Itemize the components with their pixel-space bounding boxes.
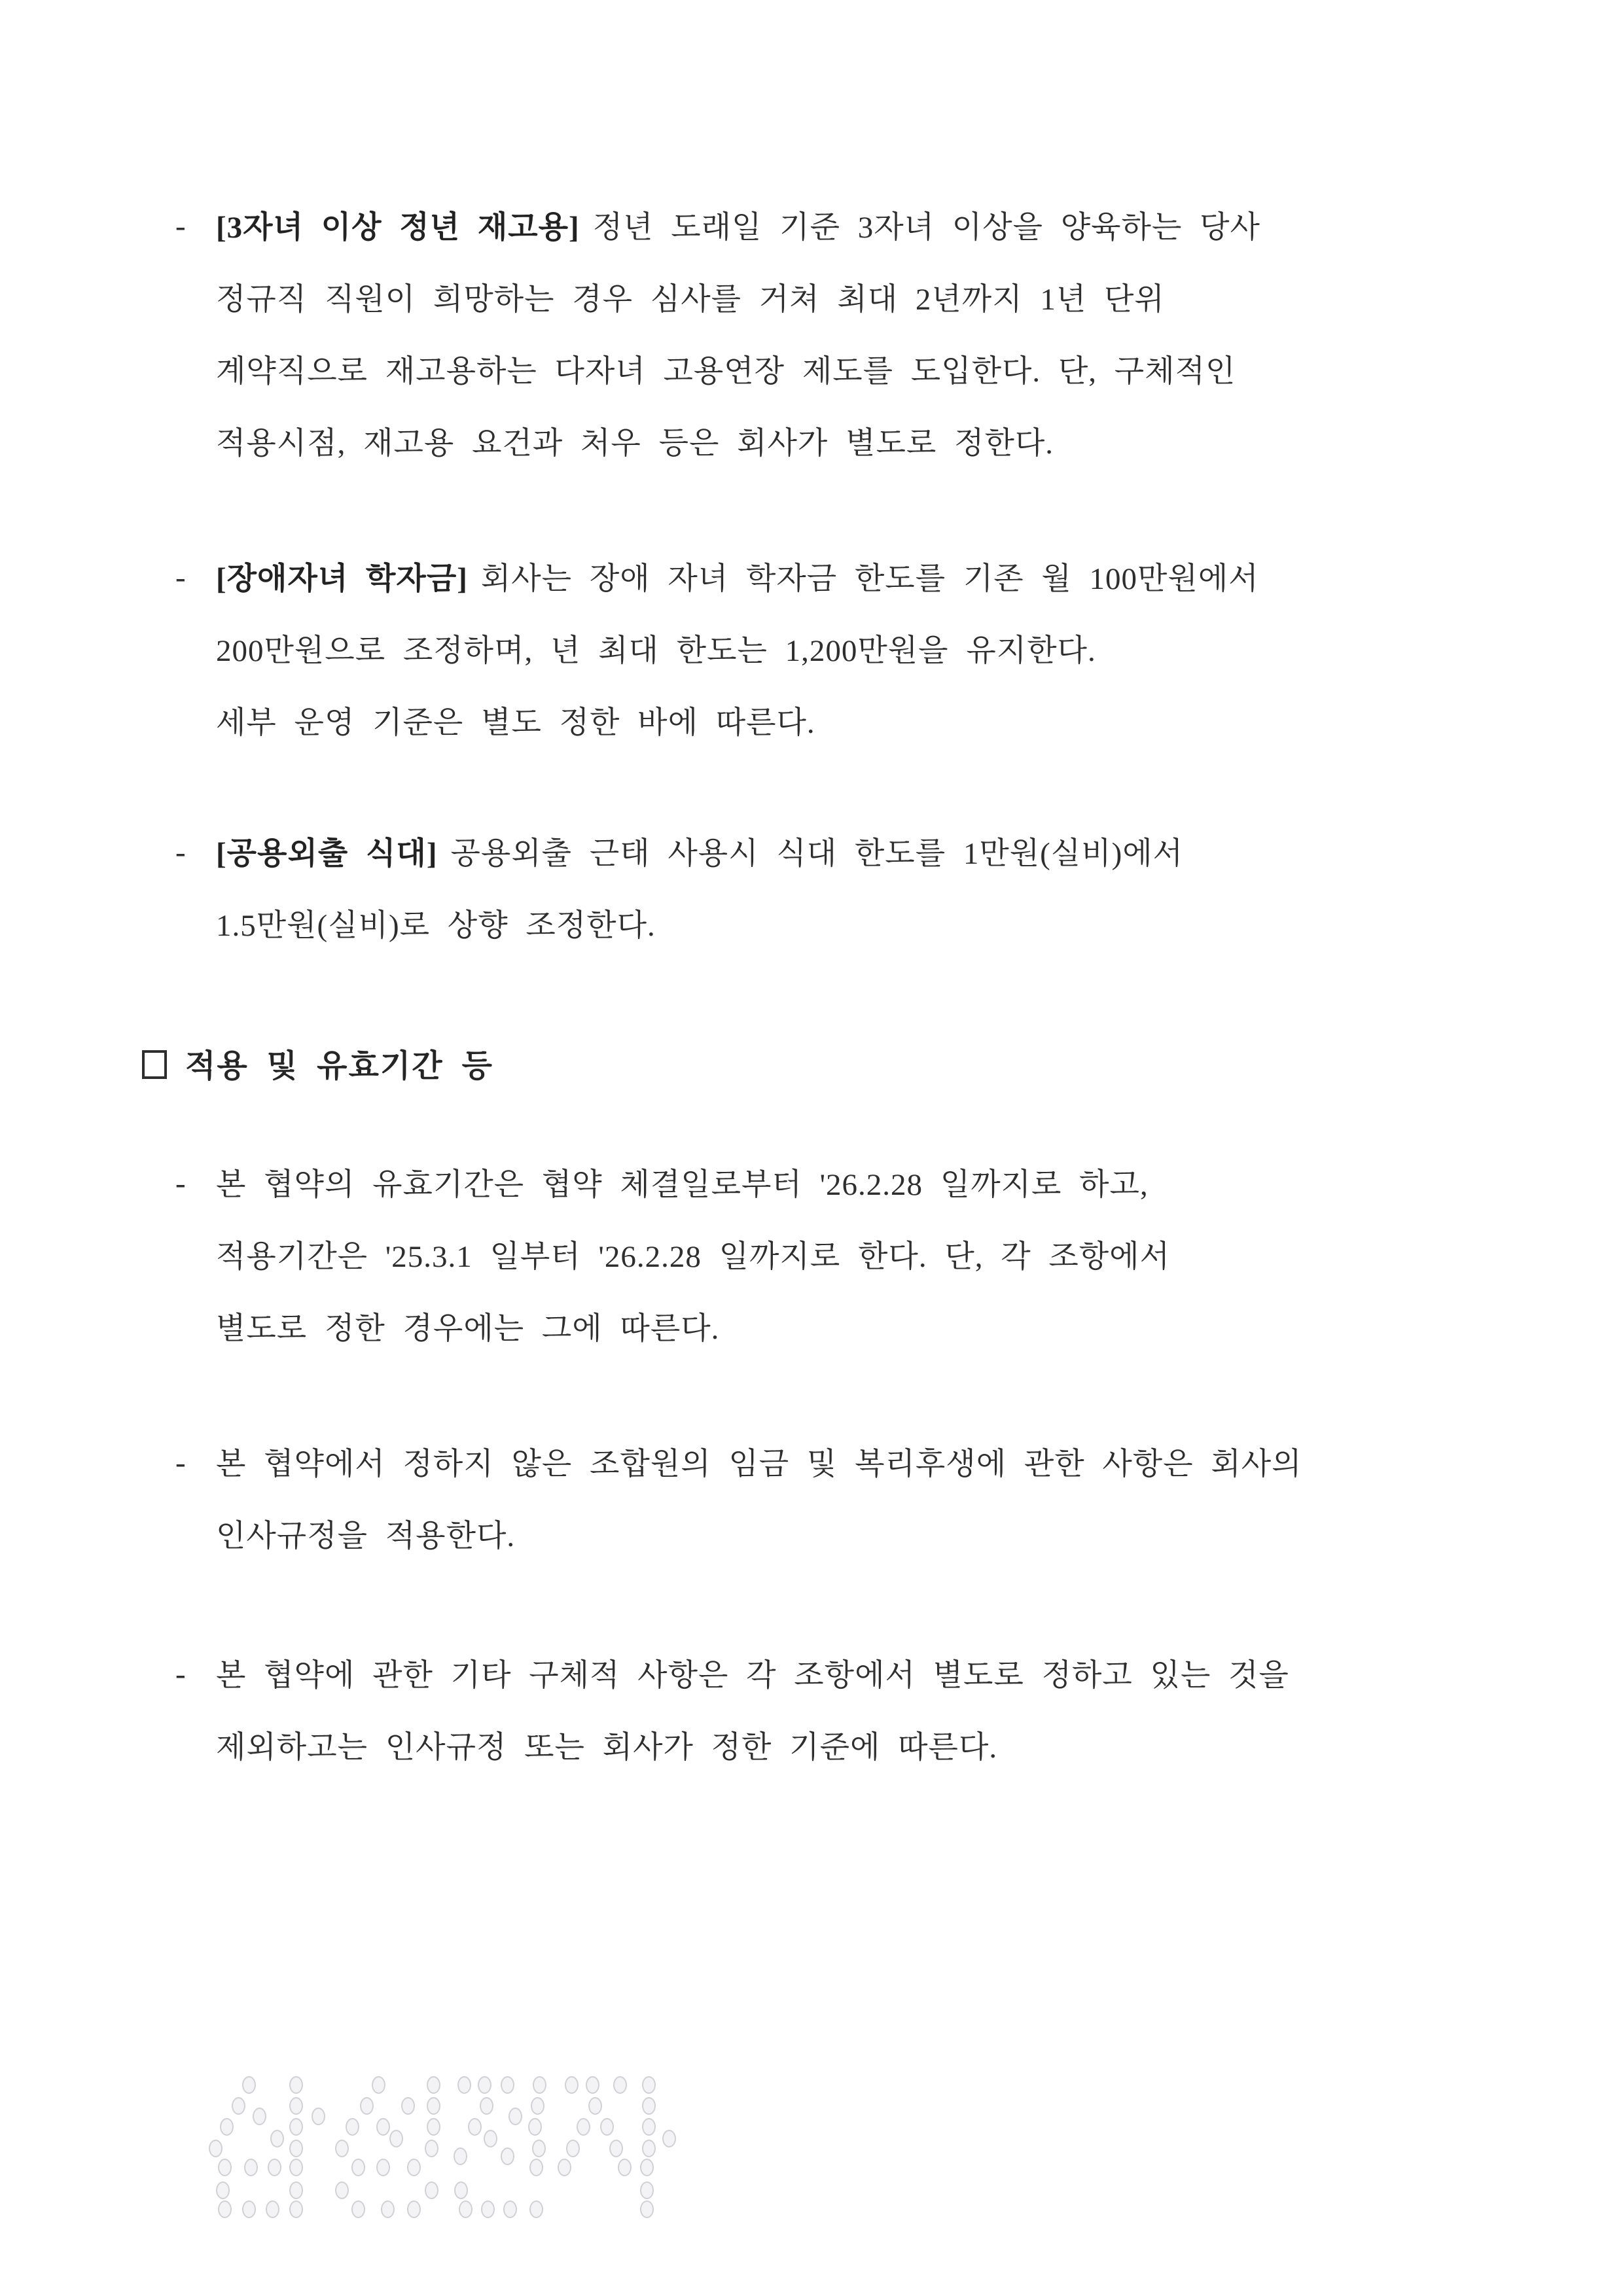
watermark-dot: [209, 2140, 223, 2157]
bullet-text: 공용외출 근태 사용시 식대 한도를 1만원(실비)에서: [450, 837, 1184, 871]
bullet-dash: -: [175, 1167, 187, 1201]
watermark-dot: [425, 2181, 438, 2199]
watermark-dot: [586, 2076, 599, 2094]
watermark-dot: [216, 2181, 230, 2199]
watermark-dot: [480, 2097, 493, 2115]
watermark-dot: [360, 2097, 374, 2115]
text-line: 적용기간은 '25.3.1 일부터 '26.2.28 일까지로 한다. 단, 각 조항에서: [216, 1240, 1170, 1274]
watermark-dot: [335, 2181, 349, 2199]
watermark-dot: [389, 2130, 403, 2147]
bullet-dash: -: [175, 1657, 187, 1691]
watermark-dot: [478, 2076, 491, 2094]
bullet-dash: -: [175, 209, 187, 243]
watermark-dot: [640, 2159, 654, 2176]
watermark-dot: [253, 2108, 266, 2125]
watermark-dot: [640, 2181, 654, 2199]
watermark-dot: [531, 2097, 544, 2115]
watermark-dot: [289, 2200, 303, 2218]
watermark-dot: [529, 2200, 543, 2218]
bullet-text: 정년 도래일 기준 3자녀 이상을 양육하는 당사: [592, 211, 1260, 245]
watermark-dot: [312, 2108, 325, 2125]
watermark-dot: [508, 2108, 522, 2125]
watermark-dot: [468, 2118, 482, 2136]
watermark-dot: [533, 2076, 546, 2094]
watermark-dot: [381, 2200, 395, 2218]
bullet-validity-period: [175, 1149, 1170, 1365]
watermark-dot: [232, 2097, 245, 2115]
watermark-dot: [642, 2140, 656, 2157]
watermark-dot: [642, 2097, 656, 2115]
watermark-dot: [244, 2159, 258, 2176]
watermark-dot: [407, 2200, 421, 2218]
watermark-dot: [565, 2076, 579, 2094]
watermark-dot: [268, 2159, 281, 2176]
bullet-text: 회사는 장애 자녀 학자금 한도를 기존 월 100만원에서: [480, 562, 1259, 596]
text-line: 별도로 정한 경우에는 그에 따른다.: [216, 1312, 720, 1346]
watermark-dot: [484, 2130, 497, 2147]
section-title: 적용 및 유효기간 등: [185, 1049, 493, 1084]
watermark-dot: [501, 2147, 514, 2165]
watermark-dot: [558, 2159, 571, 2176]
watermark-dot: [640, 2200, 654, 2218]
text-line: 본 협약의 유효기간은 협약 체결일로부터 '26.2.28 일까지로 하고,: [216, 1168, 1149, 1202]
text-line: 정규직 직원이 희망하는 경우 심사를 거쳐 최대 2년까지 1년 단위: [216, 283, 1165, 317]
section-header-validity: [142, 1031, 493, 1103]
watermark-dot: [503, 2200, 517, 2218]
section-square-marker: [142, 1050, 167, 1079]
bullet-dash: -: [175, 836, 187, 870]
bullet-multi-child-reemployment: [175, 192, 1260, 480]
watermark-dot: [351, 2159, 365, 2176]
bullet-other-details: [175, 1640, 1289, 1784]
watermark-dot: [662, 2130, 676, 2147]
watermark-dot: [501, 2076, 514, 2094]
watermark-dot: [289, 2118, 303, 2136]
bullet-bold-title: [장애자녀 학자금]: [216, 562, 468, 596]
text-line: [216, 192, 1260, 264]
watermark-dot: [242, 2200, 256, 2218]
watermark-dot: [427, 2118, 440, 2136]
watermark-dot: [401, 2097, 415, 2115]
text-line: 1.5만원(실비)로 상향 조정한다.: [216, 909, 656, 943]
watermark-dot: [457, 2076, 471, 2094]
watermark-dot: [613, 2076, 627, 2094]
watermark-dot: [454, 2147, 467, 2165]
bullet-dash: -: [175, 561, 187, 595]
watermark-dot: [618, 2159, 632, 2176]
watermark-dot: [270, 2130, 284, 2147]
bullet-bold-title: [공용외출 식대]: [216, 837, 438, 871]
watermark-dot: [289, 2159, 303, 2176]
watermark-dot: [266, 2200, 279, 2218]
watermark-dot: [376, 2159, 390, 2176]
watermark-dot: [351, 2200, 365, 2218]
watermark-dot: [459, 2200, 473, 2218]
watermark-dot: [481, 2200, 495, 2218]
text-line: 200만원으로 조정하며, 년 최대 한도는 1,200만원을 유지한다.: [216, 634, 1096, 668]
watermark-dot: [220, 2118, 234, 2136]
watermark-dot: [642, 2118, 656, 2136]
watermark-dot: [609, 2140, 623, 2157]
text-line: 세부 운영 기준은 별도 정한 바에 따른다.: [216, 706, 815, 740]
watermark-dot: [425, 2140, 438, 2157]
watermark-dot: [407, 2159, 421, 2176]
watermark-dot: [588, 2097, 602, 2115]
text-line: 인사규정을 적용한다.: [216, 1519, 516, 1553]
watermark-dot: [346, 2118, 359, 2136]
bullet-unspecified-matters: [175, 1428, 1302, 1572]
bullet-disabled-child-tuition: [175, 543, 1259, 759]
watermark-dot: [335, 2140, 349, 2157]
text-line: 본 협약에서 정하지 않은 조합원의 임금 및 복리후생에 관한 사항은 회사의: [216, 1447, 1302, 1481]
watermark-dot: [289, 2076, 303, 2094]
text-line: 제외하고는 인사규정 또는 회사가 정한 기준에 따른다.: [216, 1731, 998, 1765]
text-line: 본 협약에 관한 기타 구체적 사항은 각 조항에서 별도로 정하고 있는 것을: [216, 1659, 1289, 1693]
watermark-dot: [376, 2118, 390, 2136]
watermark-dot: [289, 2181, 303, 2199]
watermark-dot: [600, 2118, 614, 2136]
text-line: [216, 818, 1183, 890]
watermark-dot: [242, 2076, 256, 2094]
bullet-dash: -: [175, 1446, 187, 1480]
watermark-dot: [529, 2159, 543, 2176]
watermark-dot: [218, 2200, 232, 2218]
watermark-dot: [427, 2076, 440, 2094]
watermark-dot: [566, 2140, 580, 2157]
watermark-dot: [289, 2097, 303, 2115]
watermark-dot: [427, 2097, 440, 2115]
watermark-dot: [289, 2140, 303, 2157]
text-line: [216, 543, 1259, 615]
watermark-dot: [372, 2076, 385, 2094]
watermark-dot: [528, 2118, 542, 2136]
bullet-meal-allowance: [175, 818, 1184, 962]
bullet-bold-title: [3자녀 이상 정년 재고용]: [216, 211, 580, 245]
text-line: 계약직으로 재고용하는 다자녀 고용연장 제도를 도입한다. 단, 구체적인: [216, 355, 1236, 389]
watermark-dot: [532, 2140, 546, 2157]
watermark-dot: [454, 2181, 468, 2199]
watermark-dot: [577, 2118, 590, 2136]
watermark-dot: [218, 2159, 232, 2176]
watermark-dot: [642, 2076, 656, 2094]
text-line: 적용시점, 재고용 요건과 처우 등은 회사가 별도로 정한다.: [216, 427, 1054, 461]
